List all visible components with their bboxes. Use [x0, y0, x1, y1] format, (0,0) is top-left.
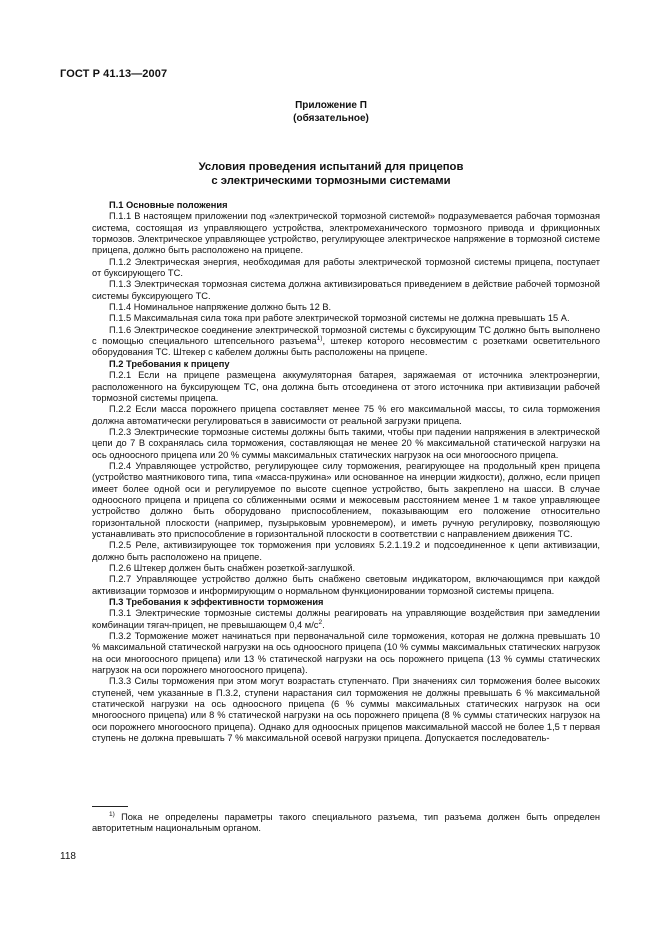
paragraph-text: П.1.6 Электрическое соединение электрической тормозной системы с буксирующим ТС должно быть выполнено с помощью специального штепсельного разъема: [92, 324, 600, 347]
standard-header: ГОСТ Р 41.13—2007: [60, 68, 168, 80]
annex-title: [0, 160, 662, 188]
paragraph-text: .: [322, 619, 325, 630]
paragraph: [92, 325, 600, 359]
paragraph: П.2.3 Электрические тормозные системы должны быть такими, чтобы при падении напряжения в электрической цепи до 7 В сохранялась сила торможения, составляющая не менее 20 % максимальной статической нагрузки на ось одноосного прицепа или 20 % суммы максимальных статических нагрузок на оси многоосного прицепа.: [92, 426, 600, 460]
title-line-1: Условия проведения испытаний для прицепов: [198, 161, 464, 173]
paragraph: П.2.4 Управляющее устройство, регулирующее силу торможения, реагирующее на продольный крен прицепа (устройство маятникового типа, типа «масса-пружина» или основанное на инерции жидкости), должно, если прицеп имеет более одной оси и регулируемое по высоте сцепное устройство, быть закреплено на шасси. В случае одноосного прицепа и прицепа со сближенными осями и межосевым расстоянием менее 1 м такое управляющее устройство должно быть оборудовано приспособлением, показывающим его положение относительно горизонтальной плоскости (например, пузырьковым уровнемером), и иметь ручную регулировку, позволяющую устанавливать это приспособление в горизонтальной плоскости в соответствии с направлением движения ТС.: [92, 460, 600, 539]
paragraph: П.2.7 Управляющее устройство должно быть снабжено световым индикатором, включающимся при каждой активизации тормозов и информирующим о нормальном функционировании тормозной системы прицепа.: [92, 574, 600, 596]
footnote-text: Пока не определены параметры такого специального разъема, тип разъема должен быть определен авторитетным национальным органом.: [92, 812, 600, 834]
paragraph: П.2.2 Если масса порожнего прицепа составляет менее 75 % его максимальной массы, то сила торможения должна автоматически регулироваться в зависимости от реальной загрузки прицепа.: [92, 404, 600, 426]
paragraph: П.3.3 Силы торможения при этом могут возрастать ступенчато. При значениях сил торможения более высоких ступеней, чем указанные в П.3.2, ступени нарастания сил торможения не должны превышать 6 % максимальной статической нагрузки на ось одноосного прицепа (6 % суммы максимальных статических нагрузок на оси многоосного прицепа) или 8 % статической нагрузки на ось порожнего прицепа (8 % суммы статических нагрузок на оси порожнего многоосного прицепа). Однако для одноосных прицепов максимальной массой не более 1,5 т первая ступень не должна превышать 7 % максимальной осевой нагрузки прицепа. Допускается последователь-: [92, 676, 600, 744]
paragraph-text: , штекер которого несовместим с розетками осветительного оборудования ТС. Штекер с кабелем должны быть расположены на прицепе.: [92, 336, 600, 358]
section-heading-p3: П.3 Требования к эффективности торможения: [109, 597, 324, 608]
paragraph: П.3.2 Торможение может начинаться при первоначальной силе торможения, которая не должна превышать 10 % максимальной статической нагрузки на ось одноосного прицепа (10 % суммы максимальных статических нагрузок на оси многоосного прицепа) или 13 % статической нагрузки на ось порожнего прицепа (13 % суммы статических нагрузок на оси порожнего многоосного прицепа).: [92, 631, 600, 676]
footnote-marker: 1): [109, 810, 115, 818]
annex-status: (обязательное): [293, 113, 369, 124]
paragraph: П.1.2 Электрическая энергия, необходимая для работы электрической тормозной системы прицепа, поступает от буксирующего ТС.: [92, 256, 600, 279]
page-number: 118: [60, 851, 76, 862]
paragraph: П.2.5 Реле, активизирующее ток торможения при условиях 5.2.1.19.2 и подсоединенное к цепи активизации, должно быть расположено на прицепе.: [92, 540, 600, 562]
paragraph: [92, 608, 600, 631]
title-line-2: с электрическими тормозными системами: [211, 175, 451, 187]
section-heading-p1: П.1 Основные положения: [109, 200, 228, 210]
body-text: [92, 200, 600, 745]
footnote-divider: [92, 806, 128, 807]
paragraph: П.1.4 Номинальное напряжение должно быть 12 В.: [109, 302, 332, 313]
paragraph-text: П.3.1 Электрические тормозные системы должны реагировать на управляющие воздействия при замедлении комбинации тягач-прицеп, не превышающем 0,4 м/с: [92, 608, 600, 630]
paragraph: П.1.3 Электрическая тормозная система должна активизироваться приведением в действие рабочей тормозной системы буксирующего ТС.: [92, 279, 600, 301]
paragraph: П.1.5 Максимальная сила тока при работе электрической тормозной системы не должна превышать 15 А.: [109, 313, 570, 324]
paragraph: П.2.1 Если на прицепе размещена аккумуляторная батарея, заряжаемая от источника электроэнергии, расположенного на буксирующем ТС, она должна быть отсоединена от этого источника при активизации рабочей тормозной системы прицепа.: [92, 370, 600, 403]
annex-heading: [0, 99, 662, 125]
paragraph: П.1.1 В настоящем приложении под «электрической тормозной системой» подразумевается рабочая тормозная система, состоящая из управляющего устройства, электромеханического тормозного привода и фрикционных тормозов. Электрическое управляющее устройство, регулирующее электрическое напряжение в тормозной системе прицепа, должно быть расположено на прицепе.: [92, 211, 600, 256]
section-heading-p2: П.2 Требования к прицепу: [109, 358, 230, 369]
superscript: 2: [318, 618, 323, 626]
annex-label: Приложение П: [295, 100, 367, 111]
footnote-reference: 1): [316, 335, 323, 343]
footnote: [92, 812, 600, 835]
paragraph: П.2.6 Штекер должен быть снабжен розеткой-заглушкой.: [109, 563, 356, 573]
